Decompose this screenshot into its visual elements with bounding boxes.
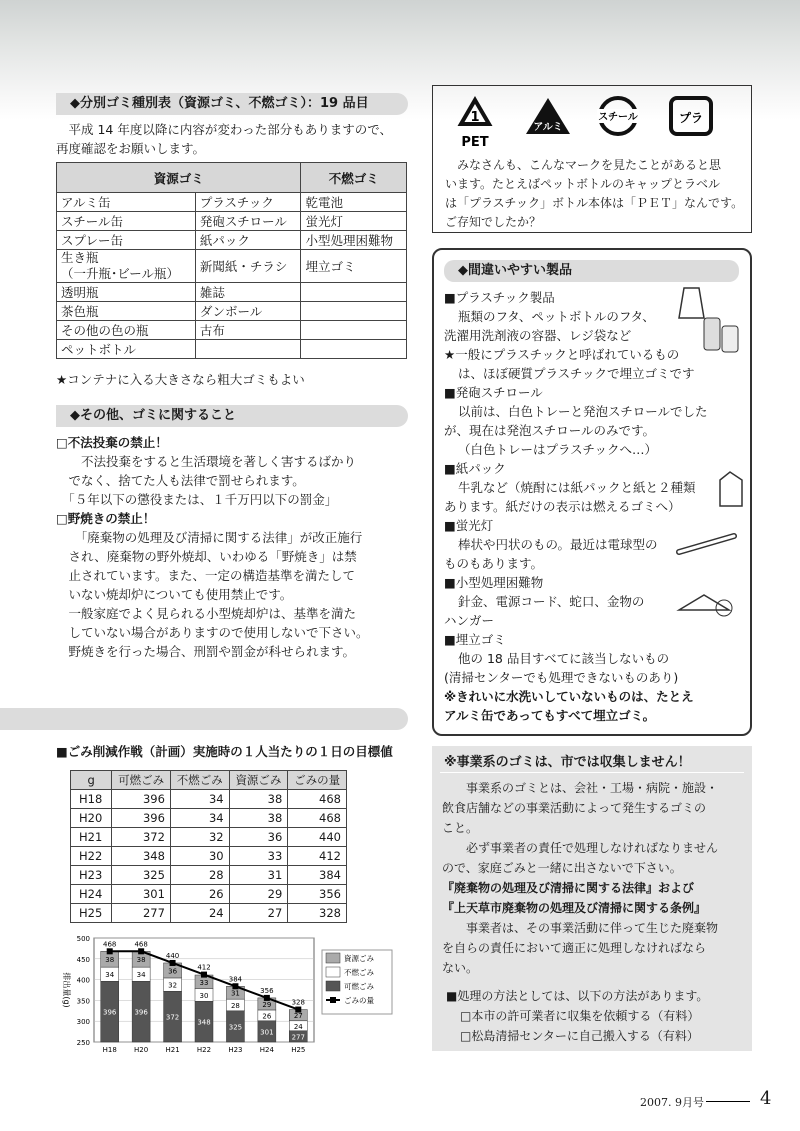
legend-label: 資源ごみ <box>344 954 374 963</box>
legend-swatch <box>326 953 340 963</box>
sorting-cell: 乾電池 <box>301 193 407 212</box>
sorting-cell: 古布 <box>195 321 301 340</box>
sorting-row <box>57 193 407 212</box>
target-cell: 468 <box>288 790 347 809</box>
legend-swatch <box>326 981 340 991</box>
target-cell: 328 <box>288 904 347 923</box>
bar-value-label: 36 <box>168 967 178 976</box>
sorting-cell: ダンボール <box>195 302 301 321</box>
other-body <box>56 433 416 661</box>
legend-marker <box>330 997 336 1003</box>
total-value-label: 468 <box>103 940 117 949</box>
target-col-header: ごみの量 <box>288 771 347 790</box>
sorting-note: ★コンテナに入る大きさなら粗大ゴミもよい <box>56 372 305 387</box>
product-line: 以前は、白色トレーと発泡スチロールでした <box>458 404 708 419</box>
bar-value-label: 34 <box>105 971 115 980</box>
paragraph-line: いない焼却炉についても使用禁止です。 <box>56 587 293 602</box>
sorting-cell: 茶色瓶 <box>57 302 196 321</box>
product-line: ものもあります。 <box>444 556 544 571</box>
sorting-row <box>57 212 407 231</box>
business-line: 事業者は、その事業活動に伴って生じた廃棄物 <box>442 921 719 935</box>
aluminum-mark-icon <box>526 98 570 134</box>
target-cell: 33 <box>229 847 288 866</box>
business-line: 必ず事業者の責任で処理しなければなりません <box>442 841 719 855</box>
reduction-chart <box>56 930 408 1060</box>
target-row <box>71 809 347 828</box>
total-point <box>232 983 238 989</box>
product-line: ■小型処理困難物 <box>444 575 544 590</box>
x-tick-label: H23 <box>228 1046 243 1054</box>
sorting-cell <box>301 340 407 359</box>
sorting-row <box>57 231 407 250</box>
total-point <box>107 948 113 954</box>
product-line: アルミ缶であってもすべて埋立ゴミ。 <box>444 708 656 723</box>
heading-illegal-dumping: □不法投棄の禁止！ <box>56 435 168 450</box>
target-cell: 34 <box>170 809 229 828</box>
x-tick-label: H21 <box>165 1046 180 1054</box>
target-cell: 301 <box>112 885 171 904</box>
sorting-cell: 雑誌 <box>195 283 301 302</box>
method-item: □本市の許可業者に収集を依頼する（有料） <box>460 1009 700 1023</box>
total-value-label: 356 <box>260 986 274 995</box>
target-cell: H24 <box>71 885 112 904</box>
steel-mark-icon <box>597 98 639 134</box>
bar-value-label: 277 <box>291 1033 305 1042</box>
target-col-header: 資源ごみ <box>229 771 288 790</box>
target-col-header: 不燃ごみ <box>170 771 229 790</box>
target-row <box>71 828 347 847</box>
hanger-icon <box>674 580 744 620</box>
y-tick-label: 500 <box>76 935 90 943</box>
disposal-methods <box>446 986 751 1046</box>
target-cell: 384 <box>288 866 347 885</box>
total-point <box>264 995 270 1001</box>
target-cell: 396 <box>112 809 171 828</box>
fluorescent-tube-icon <box>674 530 744 560</box>
target-cell: 26 <box>170 885 229 904</box>
target-cell: H18 <box>71 790 112 809</box>
paragraph-line: 一般家庭でよく見られる小型焼却炉は、基準を満た <box>56 606 357 621</box>
header-nonburnable: 不燃ゴミ <box>301 163 407 193</box>
bar-value-label: 372 <box>165 1013 180 1022</box>
sorting-cell: 新聞紙・チラシ <box>195 250 301 283</box>
target-cell: 29 <box>229 885 288 904</box>
bar-value-label: 31 <box>230 989 240 998</box>
paragraph-line: 止されています。また、一定の構造基準を満たして <box>56 568 356 583</box>
paragraph-line: していない場合がありますので使用しないで下さい。 <box>56 625 369 640</box>
target-cell: 30 <box>170 847 229 866</box>
product-line: 洗濯用洗剤液の容器、レジ袋など <box>444 328 632 343</box>
sorting-cell: アルミ缶 <box>57 193 196 212</box>
product-line: 他の 18 品目すべてに該当しないもの <box>458 651 670 666</box>
methods-title: ■処理の方法としては、以下の方法があります。 <box>446 989 709 1003</box>
x-tick-label: H18 <box>102 1046 117 1054</box>
pet-label: PET <box>461 135 489 150</box>
paragraph-line: され、廃棄物の野外焼却、いわゆる「野焼き」は禁 <box>56 549 357 564</box>
target-cell: 24 <box>170 904 229 923</box>
target-cell: 36 <box>229 828 288 847</box>
product-line: ★一般にプラスチックと呼ばれているもの <box>444 347 680 362</box>
steel-label: スチール <box>598 112 638 123</box>
x-tick-label: H24 <box>259 1046 274 1054</box>
product-line: (清掃センターでも処理できないものあり) <box>444 670 679 685</box>
target-cell: 28 <box>170 866 229 885</box>
target-cell: 325 <box>112 866 171 885</box>
total-value-label: 440 <box>165 951 180 960</box>
recycle-marks-box <box>432 85 752 233</box>
sorting-cell: 小型処理困難物 <box>301 231 407 250</box>
target-cell: 277 <box>112 904 171 923</box>
x-tick-label: H20 <box>134 1046 149 1054</box>
target-col-header: g <box>71 771 112 790</box>
target-values-table <box>70 770 347 923</box>
bar-value-label: 301 <box>260 1028 274 1037</box>
paragraph-line: 「廃棄物の処理及び清掃に関する法律」が改正施行 <box>56 530 363 545</box>
total-point <box>170 960 176 966</box>
y-tick-label: 300 <box>76 1018 90 1027</box>
sorting-cell <box>301 302 407 321</box>
product-line: 瓶類のフタ、ペットボトルのフタ、 <box>458 309 655 324</box>
target-cell: H23 <box>71 866 112 885</box>
divider-bar <box>0 708 408 730</box>
business-waste-box <box>432 746 752 1051</box>
bar-value-label: 34 <box>136 971 146 980</box>
target-row <box>71 847 347 866</box>
target-cell: 440 <box>288 828 347 847</box>
target-cell: 468 <box>288 809 347 828</box>
sorting-row <box>57 250 407 283</box>
product-line: （白色トレーはプラスチックへ…） <box>458 442 658 457</box>
sorting-row <box>57 302 407 321</box>
sorting-row <box>57 321 407 340</box>
paragraph-line: 野焼きを行った場合、刑罰や罰金が科せられます。 <box>56 644 356 659</box>
business-line: 『上天草市廃棄物の処理及び清掃に関する条例』 <box>442 901 707 915</box>
recycle-marks <box>453 94 743 154</box>
sorting-row <box>57 283 407 302</box>
product-line: 棒状や円状のもの。最近は電球型の <box>458 537 658 552</box>
footer-rule <box>706 1101 750 1102</box>
business-line: を自らの責任において適正に処理しなければなら <box>442 941 707 955</box>
y-tick-label: 250 <box>76 1039 90 1047</box>
y-axis-label: 排出量(g) <box>62 972 71 1008</box>
target-row <box>71 885 347 904</box>
business-line: 飲食店舗などの事業活動によって発生するゴミの <box>442 801 707 815</box>
bar-value-label: 325 <box>228 1023 243 1032</box>
y-tick-label: 400 <box>76 976 90 985</box>
legend-label: 不燃ごみ <box>344 968 374 977</box>
bar-value-label: 38 <box>136 956 146 965</box>
sorting-cell <box>195 340 301 359</box>
target-row <box>71 790 347 809</box>
target-cell: 38 <box>229 790 288 809</box>
sorting-cell: 蛍光灯 <box>301 212 407 231</box>
marks-line: は「プラスチック」ボトル本体は「ＰＥＴ」なんです。 <box>445 196 744 210</box>
plastic-label: プラ <box>678 111 704 125</box>
sorting-cell: スプレー缶 <box>57 231 196 250</box>
bar-value-label: 38 <box>105 956 115 965</box>
target-cell: 32 <box>170 828 229 847</box>
target-cell: 31 <box>229 866 288 885</box>
bar-value-label: 26 <box>262 1012 272 1021</box>
bar-value-label: 28 <box>230 1001 240 1010</box>
product-line: ■紙パック <box>444 461 506 476</box>
business-line: こと。 <box>442 821 479 835</box>
page-number: 4 <box>760 1088 772 1109</box>
x-tick-label: H25 <box>291 1046 306 1054</box>
pet-number: 1 <box>470 110 480 125</box>
target-cell: 34 <box>170 790 229 809</box>
sorting-cell: その他の色の瓶 <box>57 321 196 340</box>
business-line: ので、家庭ごみと一緒に出さないで下さい。 <box>442 861 682 875</box>
target-table-title: ■ごみ削減作戦（計画）実施時の１人当たりの１日の目標値 <box>56 744 393 759</box>
sorting-cell: 紙パック <box>195 231 301 250</box>
total-point <box>201 972 207 978</box>
business-body <box>442 778 747 978</box>
marks-line: ご存知でしたか？ <box>445 215 542 229</box>
target-cell: 396 <box>112 790 171 809</box>
target-cell: H25 <box>71 904 112 923</box>
bar-value-label: 32 <box>168 981 178 990</box>
plastic-mark-icon <box>671 98 711 134</box>
target-cell: H22 <box>71 847 112 866</box>
paragraph-line: 不法投棄をすると生活環境を著しく害するばかり <box>56 454 357 469</box>
method-item: □松島清掃センターに自己搬入する（有料） <box>460 1029 699 1043</box>
business-line: 事業系のゴミとは、会社・工場・病院・施設・ <box>442 781 719 795</box>
milk-carton-icon <box>716 470 746 508</box>
section-title-sorting-table: ◆分別ゴミ種別表（資源ゴミ、不燃ゴミ）：19 品目 <box>56 93 408 115</box>
total-value-label: 412 <box>197 963 211 972</box>
total-point <box>295 1007 301 1013</box>
product-line: 針金、電源コード、蛇口、金物の <box>458 594 645 609</box>
business-title: ※事業系のゴミは、市では収集しません！ <box>444 755 691 770</box>
bar-value-label: 396 <box>134 1008 148 1017</box>
sorting-cell: 発砲スチロール <box>195 212 301 231</box>
sorting-table <box>56 162 407 359</box>
target-cell: H20 <box>71 809 112 828</box>
product-line: ※きれいに水洗いしていないものは、たとえ <box>444 689 694 704</box>
product-line: が、現在は発泡スチロールのみです。 <box>444 423 656 438</box>
product-line: 牛乳など（焼酎には紙パックと紙と２種類 <box>458 480 696 495</box>
footer-date: 2007. 9月号 <box>640 1096 704 1109</box>
business-line: ない。 <box>442 961 479 975</box>
total-value-label: 328 <box>291 998 305 1007</box>
product-line: ■プラスチック製品 <box>444 290 555 305</box>
intro-line: 再度確認をお願いします。 <box>56 141 206 156</box>
aluminum-label: アルミ <box>533 122 563 133</box>
sorting-intro <box>56 120 408 158</box>
heading-open-burning: □野焼きの禁止！ <box>56 511 156 526</box>
bar-value-label: 348 <box>197 1018 211 1027</box>
pet-mark-icon <box>461 100 489 150</box>
bar-value-label: 29 <box>262 1000 272 1009</box>
bottles-icon <box>674 278 744 358</box>
sorting-cell: 埋立ゴミ <box>301 250 407 283</box>
sorting-cell: 生き瓶 （一升瓶･ビール瓶） <box>57 250 196 283</box>
bar-value-label: 24 <box>293 1022 303 1031</box>
target-cell: 412 <box>288 847 347 866</box>
sorting-cell: 透明瓶 <box>57 283 196 302</box>
y-tick-label: 450 <box>76 955 90 964</box>
y-tick-label: 350 <box>76 997 90 1006</box>
product-line: あります。紙だけの表示は燃えるゴミへ） <box>444 499 681 514</box>
target-cell: 356 <box>288 885 347 904</box>
sorting-cell <box>301 321 407 340</box>
target-col-header: 可燃ごみ <box>112 771 171 790</box>
target-cell: 38 <box>229 809 288 828</box>
products-title: ◆間違いやすい製品 <box>444 260 739 282</box>
target-cell: 27 <box>229 904 288 923</box>
sorting-row <box>57 340 407 359</box>
total-value-label: 468 <box>134 940 148 949</box>
sorting-cell: プラスチック <box>195 193 301 212</box>
target-row <box>71 904 347 923</box>
bar-value-label: 396 <box>103 1008 117 1017</box>
product-line: ■発砲スチロール <box>444 385 543 400</box>
legend-swatch <box>326 967 340 977</box>
x-tick-label: H22 <box>196 1046 212 1054</box>
target-row <box>71 866 347 885</box>
paragraph-line: でなく、捨てた人も法律で罰せられます。 <box>56 473 305 488</box>
header-recyclable: 資源ゴミ <box>57 163 301 193</box>
business-line: 『廃棄物の処理及び清掃に関する法律』および <box>442 881 695 895</box>
bar-value-label: 33 <box>199 978 209 987</box>
total-value-label: 384 <box>228 975 243 984</box>
product-line: ■埋立ゴミ <box>444 632 506 647</box>
bar-value-label: 27 <box>293 1012 303 1021</box>
product-line: ハンガー <box>444 613 495 628</box>
target-cell: H21 <box>71 828 112 847</box>
marks-line: います。たとえばペットボトルのキャップとラベル <box>445 177 721 191</box>
legend-label: 可燃ごみ <box>344 982 374 991</box>
business-divider <box>440 772 744 773</box>
total-point <box>138 948 144 954</box>
marks-text <box>445 156 745 232</box>
marks-line: みなさんも、こんなマークを見たことがあると思 <box>445 158 722 172</box>
product-line: ■蛍光灯 <box>444 518 494 533</box>
confusing-products-box <box>432 248 752 736</box>
bar-value-label: 30 <box>199 991 209 1000</box>
sorting-cell: ペットボトル <box>57 340 196 359</box>
sorting-cell <box>301 283 407 302</box>
sorting-cell: スチール缶 <box>57 212 196 231</box>
intro-line: 平成 14 年度以降に内容が変わった部分もありますので、 <box>56 122 392 137</box>
target-cell: 372 <box>112 828 171 847</box>
paragraph-line: 「５年以下の懲役または、１千万円以下の罰金」 <box>56 492 338 507</box>
section-title-other: ◆その他、ゴミに関すること <box>56 405 408 427</box>
product-line: は、ほぼ硬質プラスチックで埋立ゴミです <box>458 366 695 381</box>
legend-label: ごみの量 <box>344 996 374 1005</box>
target-cell: 348 <box>112 847 171 866</box>
